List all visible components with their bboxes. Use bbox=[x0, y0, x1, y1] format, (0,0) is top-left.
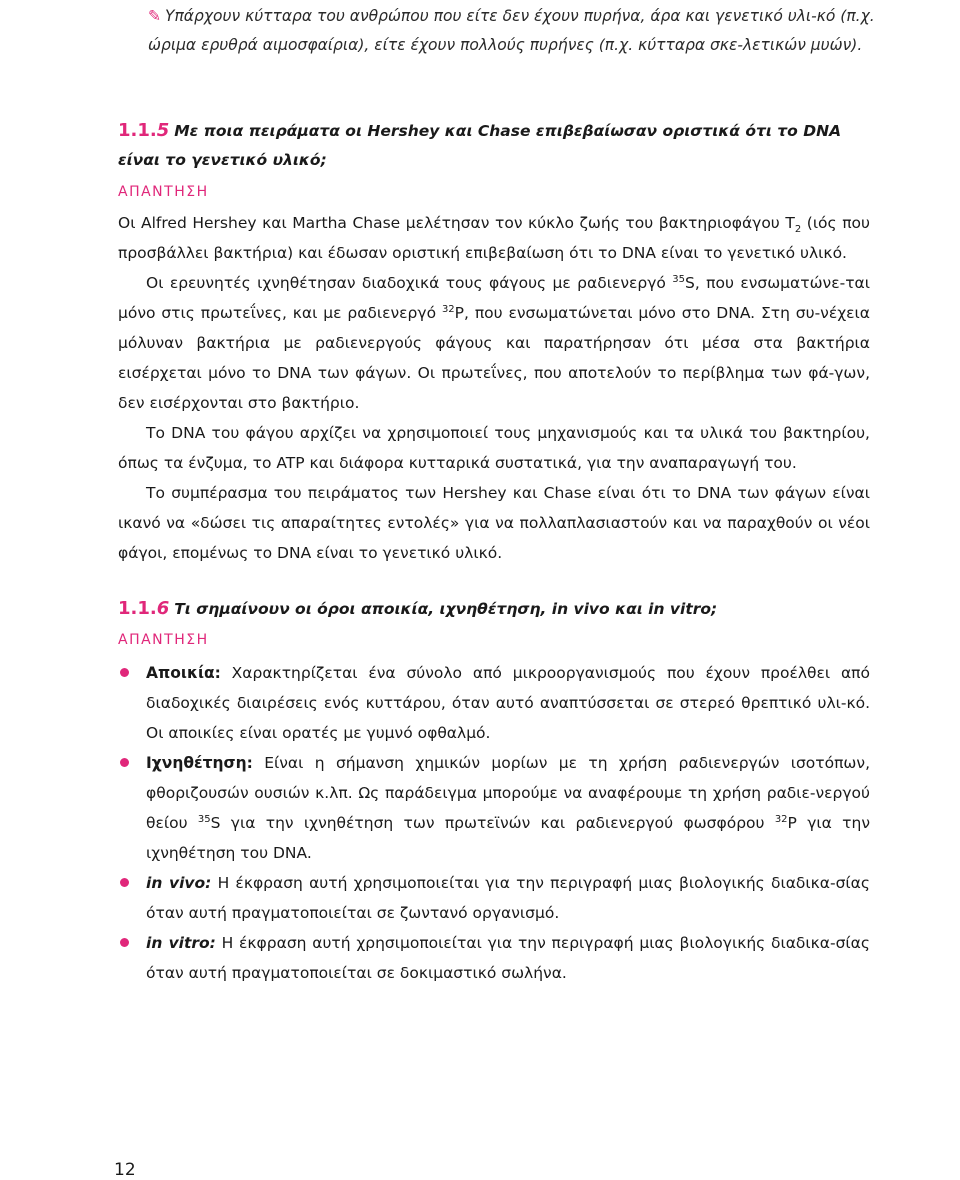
subscript-2: 2 bbox=[794, 224, 802, 236]
definition-labeling-part-a: Είναι η σήμανση χημικών μορίων με τη χρήση ραδιενεργών ισοτόπων, φθοριζουσών ουσιών κ.λπ. Ως παράδειγμα μπορούμε να αναφέρουμε τη χρήση ραδιε-νεργού θείου bbox=[146, 754, 870, 832]
answer-1-5-body bbox=[118, 208, 870, 568]
superscript-32: 32 bbox=[774, 813, 788, 825]
question-text: Με ποια πειράματα οι Hershey και Chase επιβεβαίωσαν οριστικά ότι το DNA είναι το γενετικό υλικό; bbox=[118, 122, 842, 169]
answer-paragraph-1-part-b: (ιός που προσβάλλει βακτήρια) και έδωσαν οριστική επιβεβαίωση ότι το DNA είναι το γενετικό υλικό. bbox=[118, 214, 870, 262]
superscript-35: 35 bbox=[672, 273, 685, 285]
definition-colony: Χαρακτηρίζεται ένα σύνολο από μικροοργανισμούς που έχουν προέλθει από διαδοχικές διαιρέσεις ενός κυττάρου, όταν αυτό αναπτύσσεται σε στερεό θρεπτικό υλι-κό. Οι αποικίες είναι ορατές με γυμνό οφθαλμό. bbox=[146, 664, 870, 742]
answer-paragraph-1 bbox=[118, 208, 870, 268]
answer-label: ΑΠΑΝΤΗΣΗ bbox=[118, 632, 209, 648]
answer-paragraph-2-part-c: P, που ενσωματώνεται μόνο στο DNA. Στη συ-νέχεια μόλυναν βακτήρια με ραδιενεργούς φάγους και παρατήρησαν ότι μέσα στα βακτήρια εισέρχεται μόνο το DNA των φάγων. Οι πρωτεΐνες, που αποτελούν το περίβλημα των φά-γων, δεν εισέρχονται στο βακτήριο. bbox=[118, 304, 870, 412]
answer-paragraph-2-part-b: S, που ενσωματώνε-ται μόνο στις πρωτεΐνες, και με ραδιενεργό bbox=[118, 274, 870, 322]
answer-paragraph-2-part-a: Οι ερευνητές ιχνηθέτησαν διαδοχικά τους φάγους με ραδιενεργό bbox=[146, 274, 673, 292]
list-item bbox=[118, 748, 870, 868]
page-number: 12 bbox=[114, 1160, 136, 1180]
list-item bbox=[118, 658, 870, 748]
question-text: Τι σημαίνουν οι όροι αποικία, ιχνηθέτηση, in vivo και in vitro; bbox=[174, 600, 718, 618]
bullet-dot-icon bbox=[120, 938, 129, 947]
term-in-vitro: in vitro: bbox=[146, 934, 216, 952]
question-1-6 bbox=[118, 594, 888, 624]
answer-paragraph-4: Το συμπέρασμα του πειράματος των Hershey και Chase είναι ότι το DNA των φάγων είναι ικανό να «δώσει τις απαραίτητες εντολές» για να πολλαπλασιαστούν και να παραχθούν οι νέοι φάγοι, επομένως το DNA είναι το γενετικό υλικό. bbox=[118, 484, 871, 562]
question-number bbox=[118, 598, 169, 619]
bullet-dot-icon bbox=[120, 758, 129, 767]
pencil-icon: ✎ bbox=[148, 7, 161, 25]
question-number-prefix: 1.1. bbox=[118, 598, 157, 619]
definition-in-vivo: Η έκφραση αυτή χρησιμοποιείται για την περιγραφή μιας βιολογικής διαδικα-σίας όταν αυτή πραγματοποιείται σε ζωντανό οργανισμό. bbox=[146, 874, 870, 922]
question-number-last: 5 bbox=[156, 120, 170, 141]
list-item bbox=[118, 928, 870, 988]
question-number-last: 6 bbox=[156, 598, 170, 619]
intro-text: Υπάρχουν κύτταρα του ανθρώπου που είτε δεν έχουν πυρήνα, άρα και γενετικό υλι-κό (π.χ. ώριμα ερυθρά αιμοσφαίρια), είτε έχουν πολλούς πυρήνες (π.χ. κύτταρα σκε-λετικών μυών). bbox=[148, 7, 875, 54]
answer-paragraph-3: Το DNA του φάγου αρχίζει να χρησιμοποιεί τους μηχανισμούς και τα υλικά του βακτηρίου, όπως τα ένζυμα, το ATP και διάφορα κυτταρικά συστατικά, για την αναπαραγωγή του. bbox=[118, 424, 870, 472]
answer-paragraph-2 bbox=[118, 268, 870, 418]
term-in-vivo: in vivo: bbox=[146, 874, 212, 892]
bullet-dot-icon bbox=[120, 668, 129, 677]
term-labeling: Ιχνηθέτηση: bbox=[146, 754, 253, 772]
answer-paragraph-1-part-a: Οι Alfred Hershey και Martha Chase μελέτησαν τον κύκλο ζωής του βακτηριοφάγου Τ bbox=[118, 214, 795, 232]
question-1-5 bbox=[118, 116, 888, 175]
term-colony: Αποικία: bbox=[146, 664, 221, 682]
list-item bbox=[118, 868, 870, 928]
definition-labeling-part-b: S για την ιχνηθέτηση των πρωτεϊνών και ραδιενεργού φωσφόρου bbox=[210, 814, 775, 832]
definition-labeling-part-c: P για την ιχνηθέτηση του DNA. bbox=[146, 814, 870, 862]
definitions-list bbox=[118, 658, 870, 988]
superscript-35: 35 bbox=[197, 813, 211, 825]
question-number-prefix: 1.1. bbox=[118, 120, 157, 141]
superscript-32: 32 bbox=[441, 303, 455, 315]
answer-label: ΑΠΑΝΤΗΣΗ bbox=[118, 184, 209, 200]
intro-note bbox=[148, 2, 888, 60]
question-number bbox=[118, 120, 169, 141]
bullet-dot-icon bbox=[120, 878, 129, 887]
definition-in-vitro: Η έκφραση αυτή χρησιμοποιείται για την περιγραφή μιας βιολογικής διαδικα-σίας όταν αυτή πραγματοποιείται σε δοκιμαστικό σωλήνα. bbox=[146, 934, 870, 982]
